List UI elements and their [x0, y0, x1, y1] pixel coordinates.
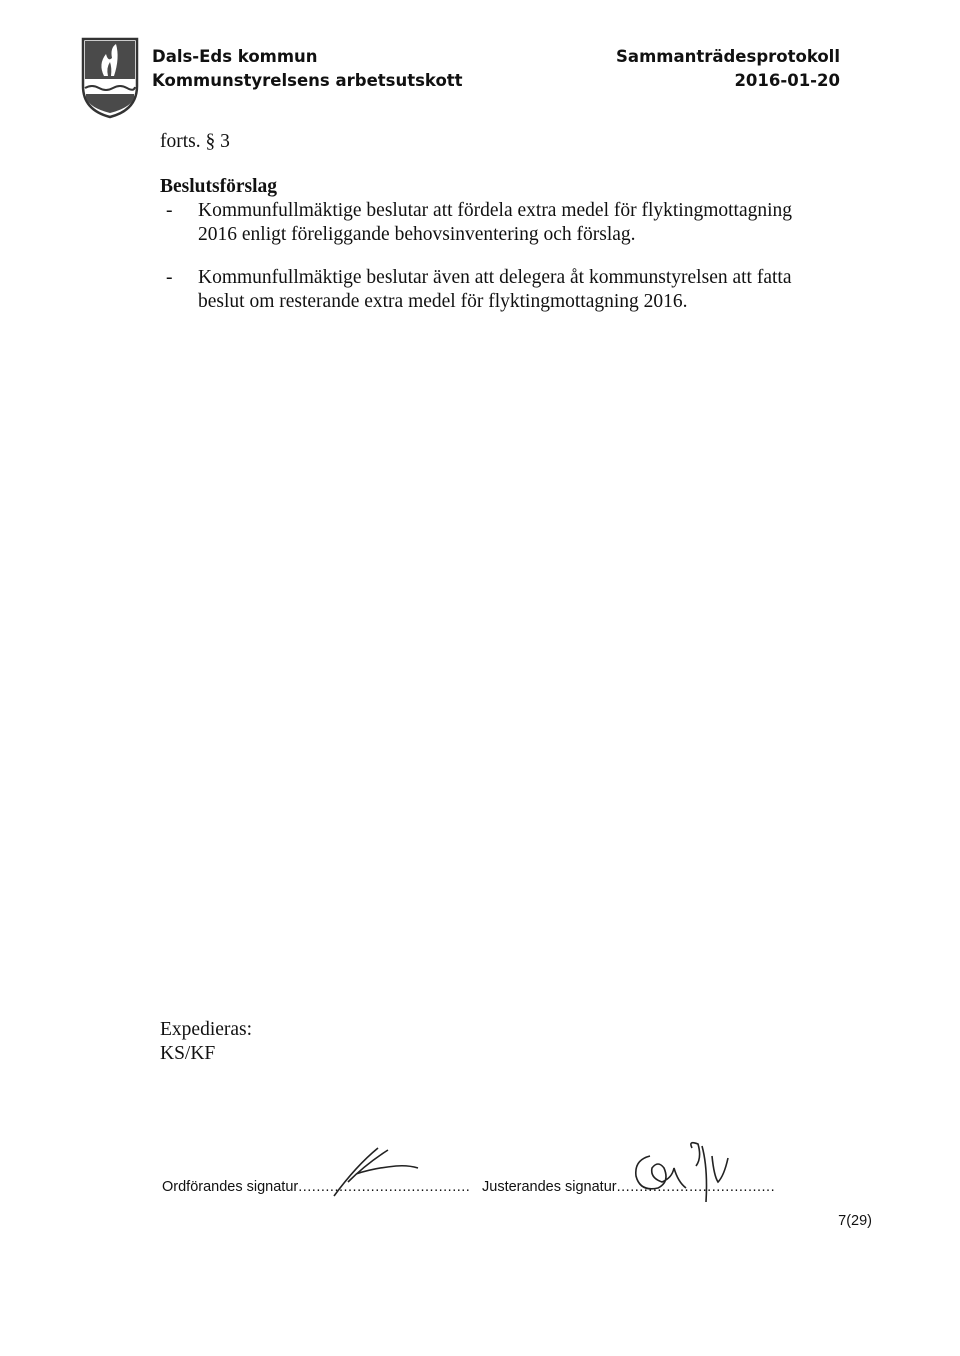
- continuation-marker: forts. § 3: [160, 131, 230, 152]
- proposal-text: Kommunfullmäktige beslutar att fördela extra medel för flyktingmottagning 2016 enligt föreliggande behovsinventering och förslag.: [198, 200, 793, 245]
- adjuster-signature-label: Justerandes signatur: [482, 1179, 617, 1195]
- document-type: Sammanträdesprotokoll: [616, 47, 840, 66]
- committee-name: Kommunstyrelsens arbetsutskott: [152, 71, 463, 90]
- chair-signature-dots: ......................................: [298, 1179, 471, 1195]
- meeting-date: 2016-01-20: [734, 71, 840, 90]
- adjuster-handwritten-signature: [628, 1138, 748, 1204]
- proposal-text: Kommunfullmäktige beslutar även att delegera åt kommunstyrelsen att fatta beslut om resterande extra medel för flyktingmottagning 2016.: [198, 267, 792, 312]
- adjuster-signature-dots: ...................................: [616, 1179, 776, 1195]
- header-right: [616, 45, 840, 93]
- list-dash: -: [166, 200, 173, 221]
- page-number: 7(29): [838, 1213, 872, 1229]
- section-heading: Beslutsförslag: [160, 176, 277, 197]
- municipal-crest-logo: [80, 36, 140, 120]
- expedieras-value: KS/KF: [160, 1043, 216, 1064]
- proposal-item: [160, 199, 820, 247]
- chair-handwritten-signature: [326, 1138, 426, 1200]
- distribution-block: [160, 1018, 252, 1066]
- proposal-item: [160, 266, 820, 314]
- expedieras-label: Expedieras:: [160, 1019, 253, 1040]
- list-dash: -: [166, 267, 173, 288]
- header-left: [152, 45, 463, 93]
- chair-signature-label: Ordförandes signatur: [162, 1179, 299, 1195]
- municipality-name: Dals-Eds kommun: [152, 47, 318, 66]
